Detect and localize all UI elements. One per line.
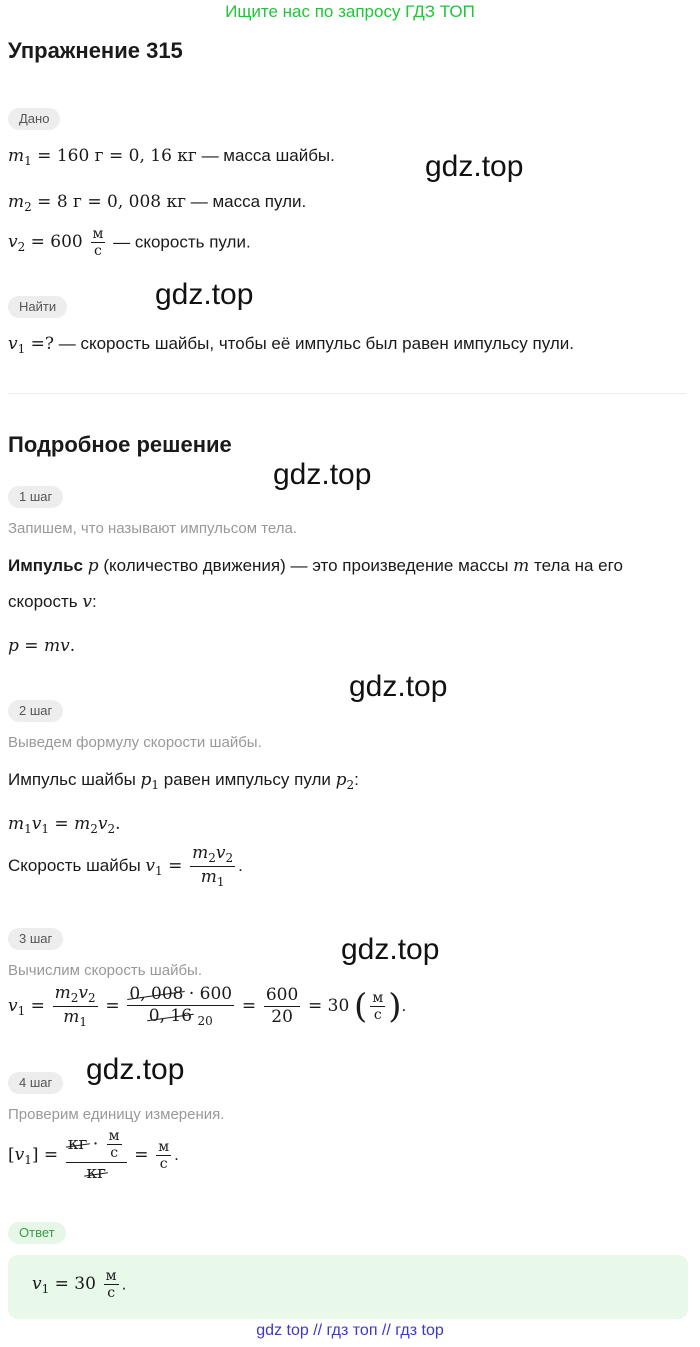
footer-links: gdz top // гдз топ // гдз top	[256, 1322, 444, 1339]
step4-intro: Проверим единицу измерения.	[8, 1106, 225, 1123]
given-m1	[8, 146, 335, 168]
given-m1-desc: — масса шайбы.	[201, 146, 335, 165]
formula-v2: $v_2 = 600$	[8, 232, 83, 255]
step1-text-c: скорость	[8, 592, 78, 611]
formula-p-mv: p = mv.	[8, 636, 76, 656]
step2-velocity-formula: Скорость шайбы $v_1$ = $\frac{m_2v_2}{m_1}$ .	[8, 843, 243, 889]
search-banner: Ищите нас по запросу ГДЗ ТОП	[225, 2, 475, 21]
page-title: Упражнение 315	[8, 38, 183, 63]
answer-chip: Ответ	[8, 1222, 66, 1244]
step2-intro: Выведем формулу скорости шайбы.	[8, 734, 262, 751]
find-desc: — скорость шайбы, чтобы её импульс был равен импульсу пули.	[58, 334, 574, 353]
unit-fraction: $\frac{м}{с}$	[92, 226, 104, 260]
symbol-p1: $p_1$	[140, 770, 160, 792]
formula-m2: $m_2 = 8$ г = 0, 008 кг	[8, 192, 187, 214]
find-line	[8, 334, 574, 356]
step2-text-a: Импульс шайбы	[8, 770, 136, 789]
watermark: gdz.top	[273, 458, 372, 491]
given-v2-desc: — скорость пули.	[113, 232, 251, 252]
find-chip: Найти	[8, 296, 67, 318]
step1-definition	[8, 556, 623, 576]
unit-fraction: $\frac{м}{с}$	[158, 1138, 170, 1172]
symbol-p: p	[87, 556, 99, 576]
formula-m1: $m_1 = 160$ г = 0, 16 кг	[8, 146, 197, 168]
unit-fraction: $\frac{м}{с}$	[372, 989, 384, 1023]
step3-calculation: $v_1$ = $\frac{m_2v_2}{m_1}$ = $\frac{0, 008 \cdot 600}{0, 16 _{20}}$ = $\frac{600}{20}$ = 30 ( $\frac{м}{с}$ ).	[8, 983, 407, 1029]
result-30: = 30	[308, 996, 350, 1017]
fraction-m2v2-m1: $\frac{m_2v_2}{m_1}$	[192, 843, 234, 889]
answer-formula: $v_1 = 30$ $\frac{м}{с}$ .	[32, 1268, 127, 1302]
step2-text-b: равен импульсу пули	[163, 770, 331, 789]
watermark: gdz.top	[155, 278, 254, 311]
step1-definition-cont: скорость v:	[8, 592, 97, 612]
symbol-p2: $p_2$	[335, 770, 355, 792]
step2-statement: Импульс шайбы $p_1$ равен импульсу пули $p_2$:	[8, 770, 359, 792]
formula-v1-unknown: $v_1$ =?	[8, 334, 55, 356]
step1-text-b: тела на его	[534, 556, 623, 575]
fraction-units: кг · $\frac{м}{с}$ кг	[66, 1128, 127, 1183]
watermark: gdz.top	[86, 1053, 185, 1086]
formula-momentum-equality: $m_1v_1 = m_2v_2$.	[8, 814, 121, 836]
step1-bold-term: Импульс	[8, 556, 83, 575]
step2-text-c: Скорость шайбы	[8, 856, 141, 876]
step3-intro: Вычислим скорость шайбы.	[8, 962, 202, 979]
fraction-numeric: $\frac{0, 008 \cdot 600}{0, 16 _{20}}$	[129, 984, 233, 1028]
given-chip: Дано	[8, 108, 60, 130]
fraction-symbolic: $\frac{m_2v_2}{m_1}$	[54, 983, 96, 1029]
step1-text-a: (количество движения) — это произведение массы	[103, 556, 509, 575]
given-v2	[8, 226, 251, 260]
formula-v1-calc: $v_1$ =	[8, 996, 45, 1019]
divider	[8, 393, 686, 394]
step2-chip: 2 шаг	[8, 700, 63, 722]
given-m2	[8, 192, 306, 214]
step1-chip: 1 шаг	[8, 486, 63, 508]
given-m2-desc: — масса пули.	[190, 192, 307, 211]
watermark: gdz.top	[341, 933, 440, 966]
watermark: gdz.top	[349, 670, 448, 703]
formula-unit-v1: $[v_1]$ =	[8, 1145, 59, 1168]
symbol-m: m	[513, 556, 530, 576]
step4-units: $[v_1]$ = кг · $\frac{м}{с}$ кг = $\frac{м}{с}$ .	[8, 1128, 179, 1183]
unit-fraction: $\frac{м}{с}$	[105, 1268, 117, 1302]
step4-chip: 4 шаг	[8, 1072, 63, 1094]
fraction-600-20: $\frac{600}{20}$	[265, 985, 299, 1027]
step3-chip: 3 шаг	[8, 928, 63, 950]
solution-title: Подробное решение	[8, 432, 232, 457]
symbol-v: v	[82, 592, 92, 612]
formula-v1-derived: $v_1$ =	[145, 856, 183, 879]
watermark: gdz.top	[425, 150, 524, 183]
step1-intro: Запишем, что называют импульсом тела.	[8, 520, 298, 537]
